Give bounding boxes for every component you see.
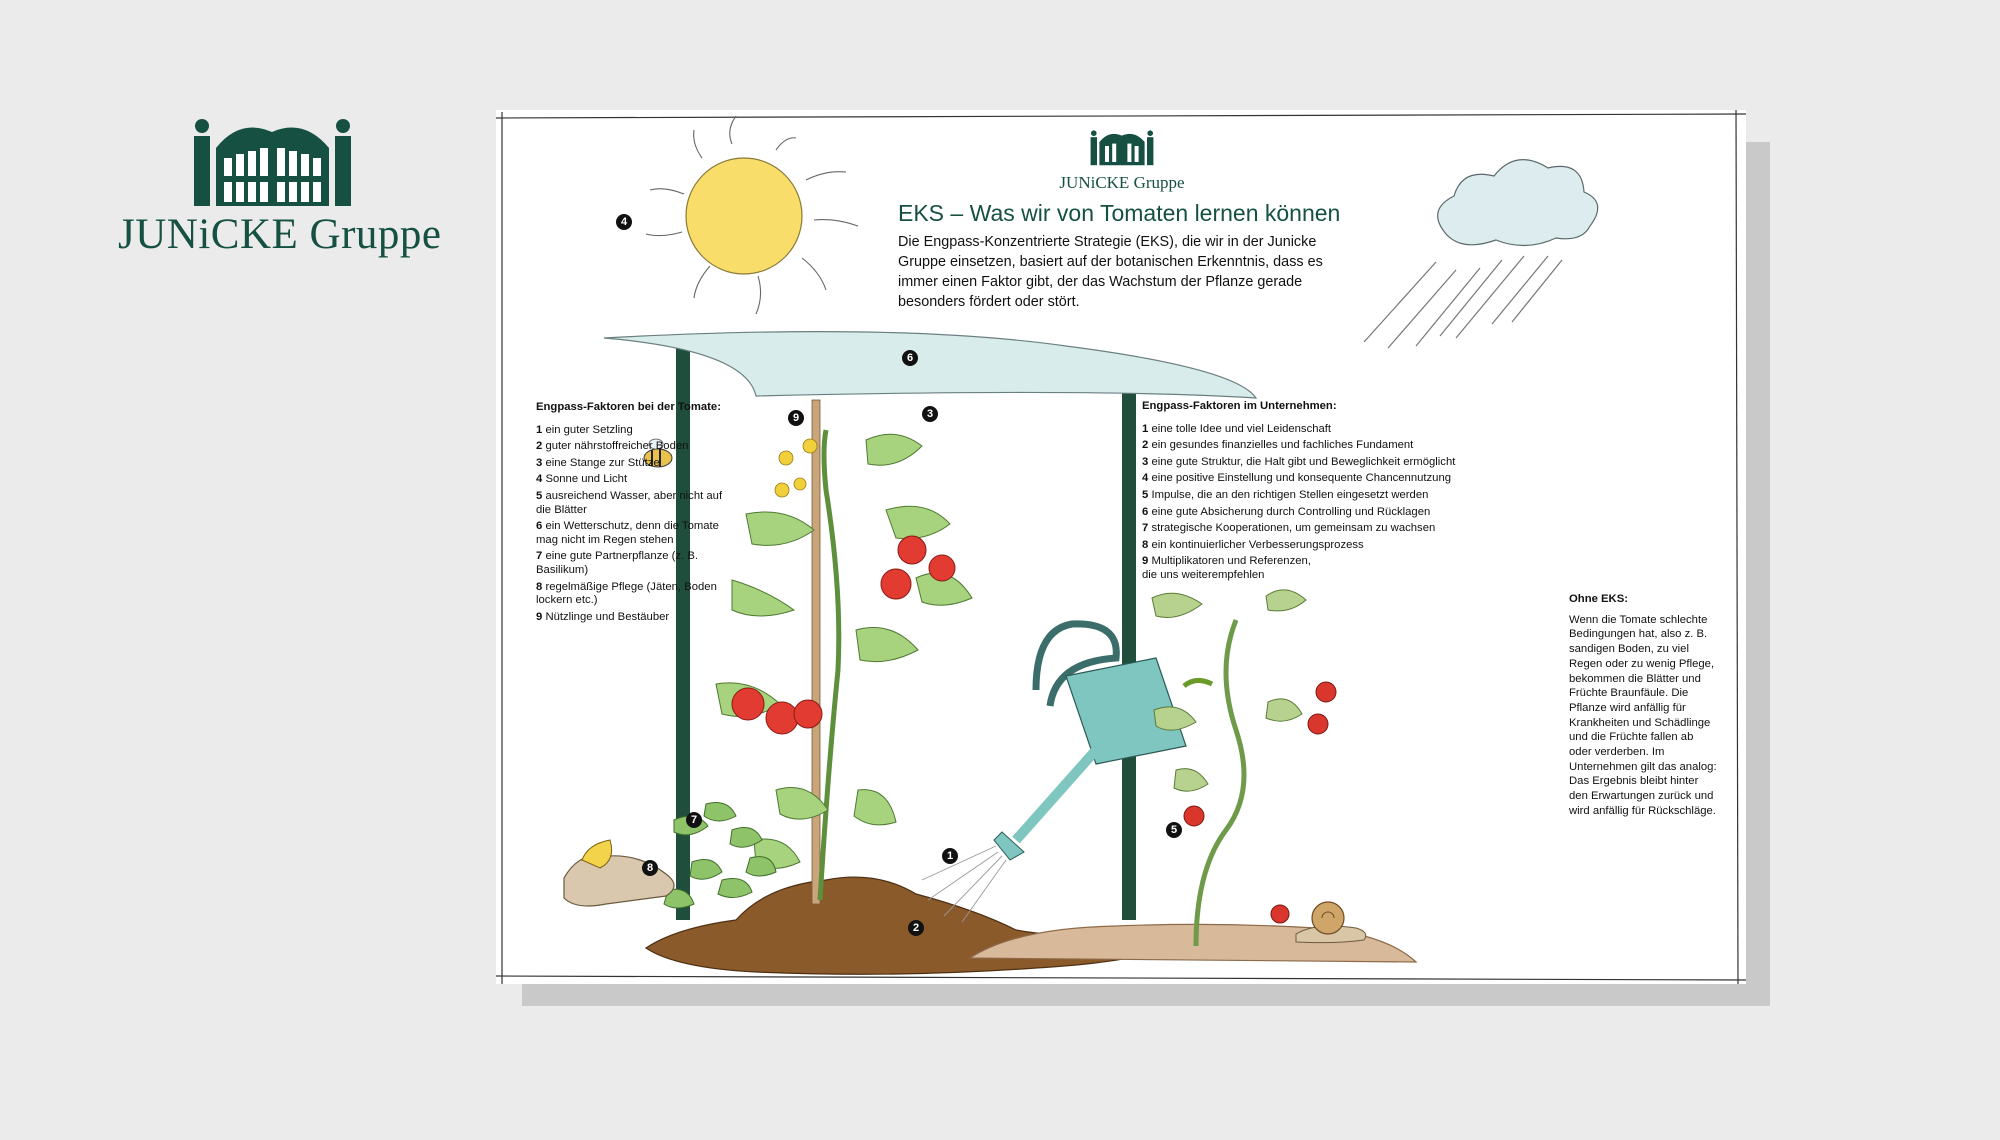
- list-item: 7 eine gute Partnerpflanze (z. B. Basilikum): [536, 550, 699, 576]
- poster-logo: [1052, 130, 1192, 193]
- no-eks-box: [1569, 592, 1719, 819]
- caterpillar-icon: [1184, 680, 1212, 686]
- no-eks-text: Wenn die Tomate schlechte Bedingungen hat, also z. B. sandigen Boden, zu viel Regen oder zu wenig Pflege, bekommen die Blätter und Früchte Braunfäule. Die Pflanze wird anfällig für Krankheiten und Schädlinge und die Früchte fallen ab oder verderben. Im Unternehmen gilt das analog: Das Ergebnis bleibt hinter den Erwartungen zurück und wird anfällig für Rückschläge.: [1569, 613, 1717, 817]
- list-item: 1 ein guter Setzling: [536, 423, 633, 436]
- list-item: 3 eine Stange zur Stütze: [536, 456, 660, 469]
- list-item: 8 ein kontinuierlicher Verbesserungsprozess: [1142, 538, 1364, 551]
- watering-can-icon: [922, 624, 1186, 922]
- gloves-icon: [564, 840, 674, 906]
- marker-5: 5: [1166, 822, 1182, 838]
- list-item: 2 guter nährstoffreicher Boden: [536, 440, 689, 453]
- tomato-factors-heading: Engpass-Faktoren bei der Tomate:: [536, 401, 721, 413]
- sick-plant-icon: [1152, 590, 1336, 946]
- marker-6: 6: [902, 350, 918, 366]
- company-factors-list: [1142, 400, 1542, 586]
- list-item: 9 Nützlinge und Bestäuber: [536, 610, 670, 623]
- list-item: 7 strategische Kooperationen, um gemeinsam zu wachsen: [1142, 522, 1436, 535]
- poster-intro: Die Engpass-Konzentrierte Strategie (EKS), die wir in der Junicke Gruppe einsetzen, basiert auf der botanischen Erkenntnis, dass es immer einen Faktor gibt, der das Wachstum der Pflanze gerade besonders fördert oder stört.: [898, 234, 1323, 310]
- list-item: 2 ein gesundes finanzielles und fachliches Fundament: [1142, 439, 1414, 452]
- marker-2: 2: [908, 920, 924, 936]
- brand-name: JUNiCKE Gruppe: [118, 211, 442, 258]
- no-eks-heading: Ohne EKS:: [1569, 593, 1628, 605]
- poster: [496, 110, 1746, 984]
- gate-icon: [190, 118, 355, 208]
- list-item: 1 eine tolle Idee und viel Leidenschaft: [1142, 422, 1332, 435]
- marker-1: 1: [942, 848, 958, 864]
- list-item: 6 ein Wetterschutz, denn die Tomate mag nicht im Regen stehen: [536, 520, 719, 546]
- list-item: 3 eine gute Struktur, die Halt gibt und Beweglichkeit ermöglicht: [1142, 455, 1456, 468]
- marker-3: 3: [922, 406, 938, 422]
- list-item: 9 Multiplikatoren und Referenzen, die uns weiterempfehlen: [1142, 555, 1311, 581]
- poster-brand-name: JUNiCKE Gruppe: [1059, 173, 1185, 192]
- marker-8: 8: [642, 860, 658, 876]
- list-item: 8 regelmäßige Pflege (Jäten, Boden lockern etc.): [536, 580, 717, 607]
- list-item: 5 Impulse, die an den richtigen Stellen eingesetzt werden: [1142, 488, 1429, 501]
- snail-icon: [1296, 902, 1366, 943]
- poster-title: EKS – Was wir von Tomaten lernen können: [898, 200, 1341, 226]
- marker-9: 9: [788, 410, 804, 426]
- weather-shield: [604, 332, 1256, 398]
- junicke-logo: [118, 118, 442, 268]
- tomato-plant-icon: [716, 430, 972, 900]
- list-item: 4 Sonne und Licht: [536, 473, 628, 486]
- list-item: 6 eine gute Absicherung durch Controlling und Rücklagen: [1142, 505, 1431, 518]
- marker-7: 7: [686, 812, 702, 828]
- sun-icon: [646, 116, 858, 314]
- tomato-factors-list: [536, 401, 726, 627]
- marker-4: 4: [616, 214, 632, 230]
- rain-cloud-icon: [1364, 160, 1598, 348]
- list-item: 5 ausreichend Wasser, aber nicht auf die Blätter: [536, 489, 723, 516]
- gate-icon: [1087, 130, 1157, 166]
- company-factors-heading: Engpass-Faktoren im Unternehmen:: [1142, 400, 1337, 412]
- list-item: 4 eine positive Einstellung und konsequente Chancennutzung: [1142, 472, 1452, 485]
